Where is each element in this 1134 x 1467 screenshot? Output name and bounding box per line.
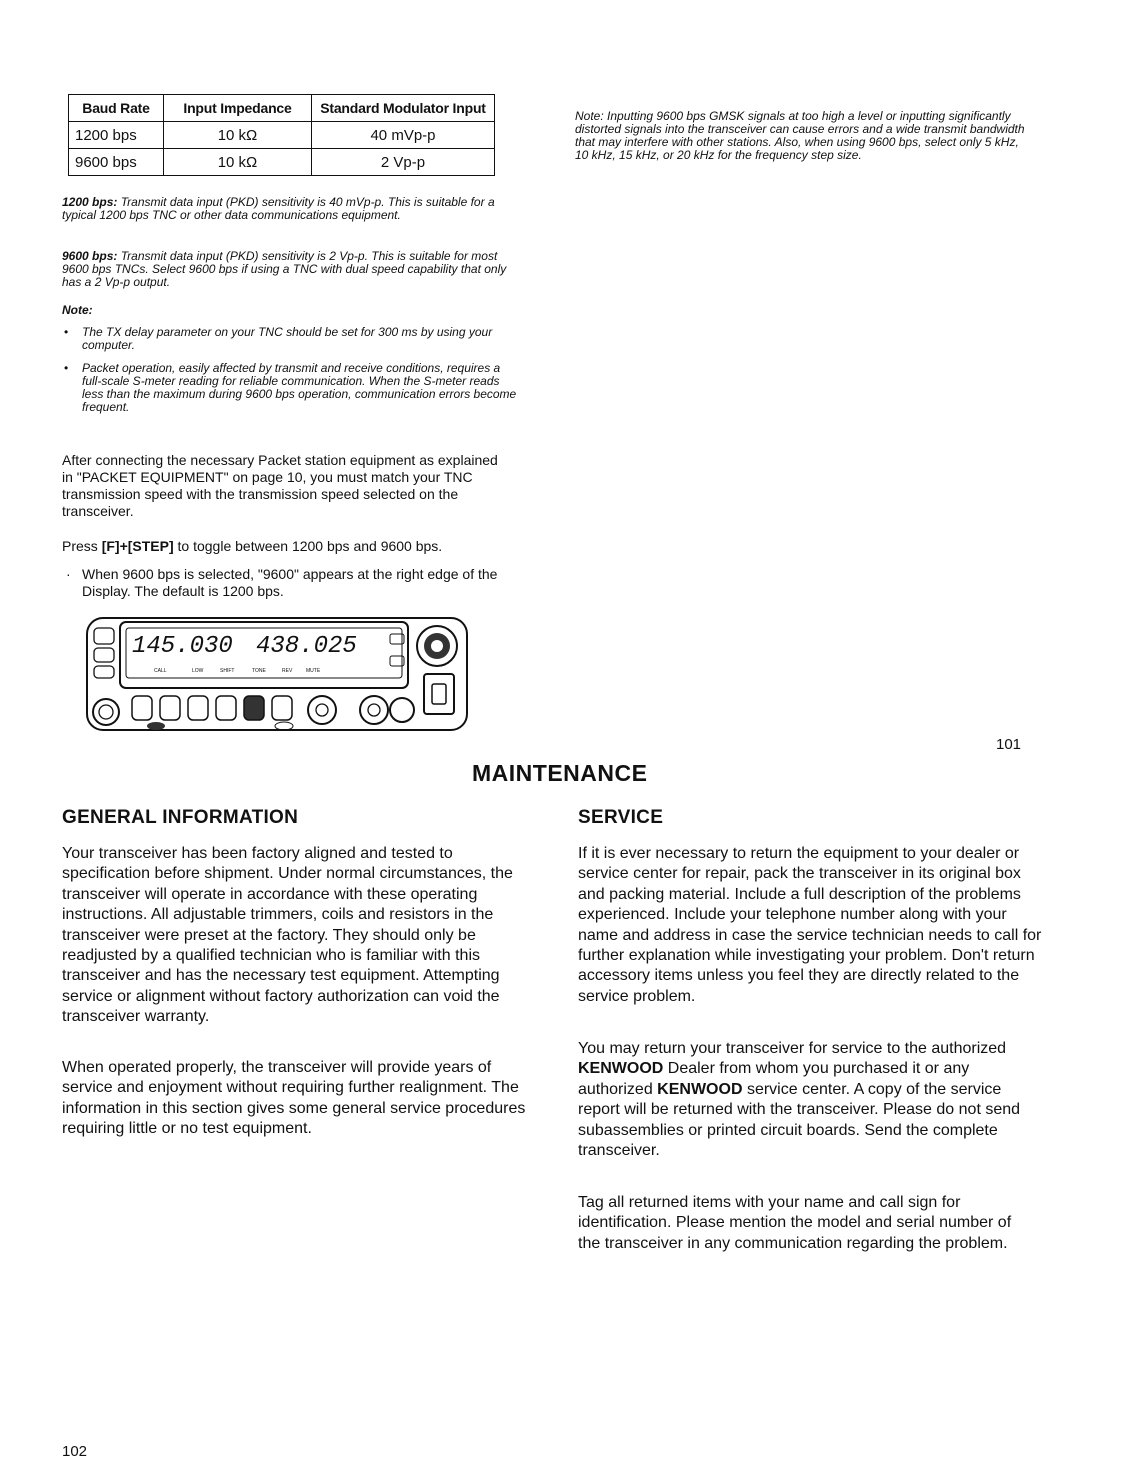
service-paragraph-2: [578, 1039, 1033, 1161]
key-button-icon: [216, 696, 236, 720]
table-cell: 9600 bps: [69, 149, 164, 176]
led-icon: [147, 722, 165, 730]
text-run: service center. A copy of the service report will be returned with the transceiver. Please do not send subassemblies or printed circuit boards. Send the complete transceiver.: [578, 1080, 1021, 1160]
brand-name: KENWOOD: [578, 1060, 664, 1078]
para-label: 1200 bps:: [62, 195, 118, 209]
display-label: MUTE: [306, 668, 321, 674]
display-label: REV: [282, 668, 293, 674]
transceiver-illustration: [84, 612, 474, 736]
service-paragraph-1: If it is ever necessary to return the equipment to your dealer or service center for repair, pack the transceiver in its original box and packing material. Include a full description of the problems experienced. Include your telephone number along with your name and address in case the service technician needs to call for further explanation while investigating your problem. Don't return accessory items unless you feel they are directly related to the service problem.: [578, 845, 1042, 1005]
service-paragraph-3: Tag all returned items with your name and call sign for identification. Please mention the model and serial number of the transceiver in any communication regarding the problem.: [578, 1194, 1012, 1252]
para-1200bps: [62, 196, 517, 222]
key-button-icon: [244, 696, 264, 720]
list-item: • The TX delay parameter on your TNC should be set for 300 ms by using your computer.: [62, 326, 517, 352]
page-number-101: 101: [996, 736, 1022, 753]
section-heading-general: GENERAL INFORMATION: [62, 807, 299, 828]
key-button-icon: [160, 696, 180, 720]
table-header-row: [69, 95, 495, 122]
key-combo: [F]+[STEP]: [101, 538, 174, 554]
display-freq-left: 145.030: [132, 633, 233, 660]
table-header: Input Impedance: [164, 95, 312, 122]
table-row: [69, 122, 495, 149]
display-label: SHIFT: [220, 668, 235, 674]
text-run: You may return your transceiver for service to the authorized: [578, 1040, 1007, 1057]
table-cell: 2 Vp-p: [312, 149, 495, 176]
note-label: Note:: [62, 303, 93, 317]
general-paragraph-1: Your transceiver has been factory aligned and tested to specification before shipment. Under normal circumstances, the transceiver will operate in accordance with these operating instructions. All adjustable trimmers, coils and resistors in the transceiver were preset at the factory. They should only be readjusted by a qualified technician who is familiar with this transceiver and has the necessary test equipment. Attempting service or alignment without factory authorization can void the transceiver warranty.: [62, 845, 513, 1026]
para-after-connecting: After connecting the necessary Packet station equipment as explained in "PACKET EQUIPMENT" on page 10, you must match your TNC transmission speed with the transmission speed selected on the transceiver.: [62, 452, 498, 519]
general-paragraph-2: When operated properly, the transceiver will provide years of service and enjoyment without requiring further realignment. The information in this section gives some general service procedures requiring little or no test equipment.: [62, 1059, 526, 1138]
para-text: Transmit data input (PKD) sensitivity is 40 mVp-p. This is suitable for a typical 1200 bps TNC or other data communications equipment.: [62, 195, 495, 222]
key-button-icon: [132, 696, 152, 720]
para-label: 9600 bps:: [62, 249, 118, 263]
note-bullet-list: [62, 326, 517, 414]
table-cell: 10 kΩ: [164, 122, 312, 149]
display-label: CALL: [154, 668, 167, 674]
display-label: LOW: [192, 668, 204, 674]
table-row: [69, 149, 495, 176]
press-bullet: · When 9600 bps is selected, "9600" appears at the right edge of the Display. The default is 1200 bps.: [62, 566, 532, 600]
volume-knob-icon: [93, 699, 119, 725]
key-button-icon: [188, 696, 208, 720]
table-header: Baud Rate: [69, 95, 164, 122]
display-freq-right: 438.025: [256, 633, 357, 660]
para-press-keys: [62, 538, 522, 555]
brand-name: KENWOOD: [657, 1080, 743, 1098]
page-number-102: 102: [62, 1443, 88, 1460]
squelch-knob-icon: [308, 696, 336, 724]
list-item: • Packet operation, easily affected by transmit and receive conditions, requires a full-scale S-meter reading for reliable communication. When the S-meter reads less than the maximum during 9600 bps operation, communication errors become frequent.: [62, 362, 517, 414]
section-heading-service: SERVICE: [578, 807, 664, 828]
vol-knob-icon: [360, 696, 388, 724]
text-run: Dealer from whom you purchased it or any authorized: [578, 1060, 970, 1098]
mic-jack-icon: [424, 674, 454, 714]
knob-center: [431, 640, 443, 652]
note-9600-gmsk: Note: Inputting 9600 bps GMSK signals at too high a level or inputting significantly distorted signals into the transceiver can cause errors and a wide transmit bandwidth that may interfere with other stations. Also, when using 9600 bps, select only 5 kHz, 10 kHz, 15 kHz, or 20 kHz for the frequency step size.: [575, 109, 1025, 162]
page-title: MAINTENANCE: [472, 760, 648, 786]
sql-knob-icon: [390, 698, 414, 722]
table-cell: 40 mVp-p: [312, 122, 495, 149]
press-before: Press: [62, 538, 102, 554]
baud-rate-table: [68, 94, 495, 176]
para-text: Transmit data input (PKD) sensitivity is 2 Vp-p. This is suitable for most 9600 bps TNCs. Select 9600 bps if using a TNC with dual speed capability that only has a 2 Vp-p output.: [62, 249, 507, 289]
press-after: to toggle between 1200 bps and 9600 bps.: [173, 538, 443, 554]
display-label: TONE: [252, 668, 266, 674]
table-header: Standard Modulator Input: [312, 95, 495, 122]
key-button-icon: [272, 696, 292, 720]
table-cell: 1200 bps: [69, 122, 164, 149]
table-cell: 10 kΩ: [164, 149, 312, 176]
para-9600bps: [62, 250, 517, 289]
